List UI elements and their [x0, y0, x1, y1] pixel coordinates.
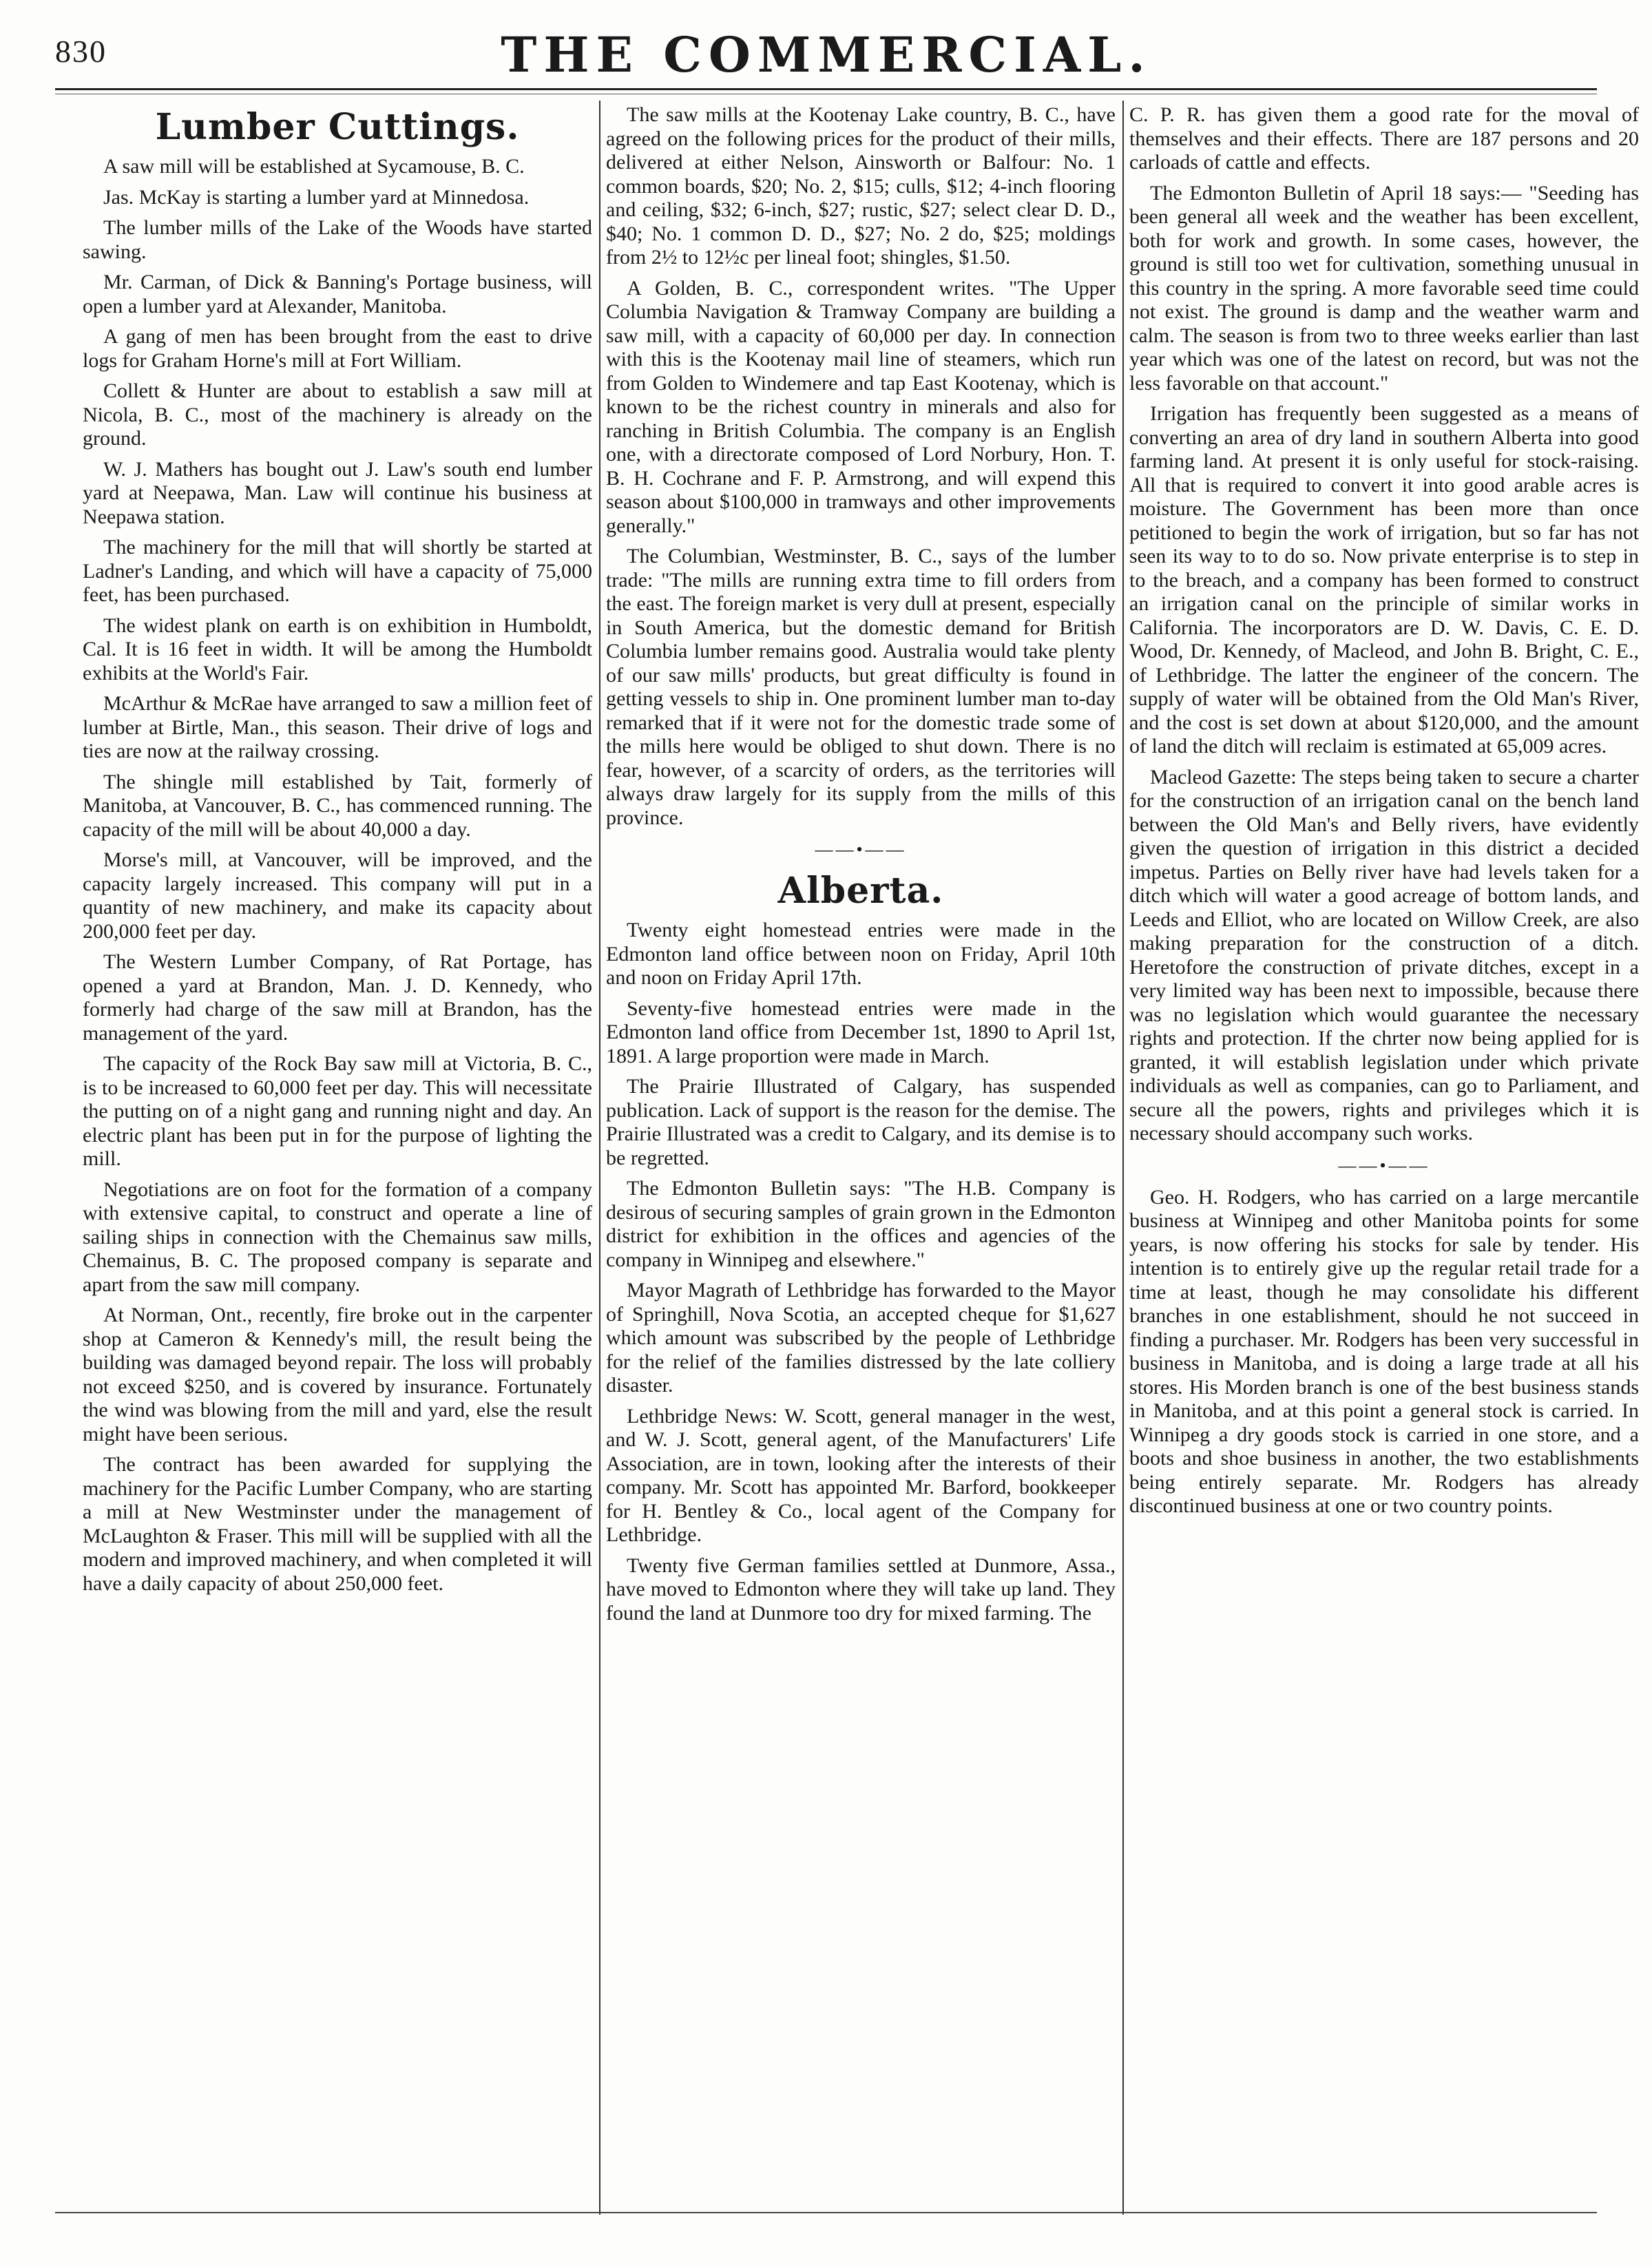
- section-ornament: ——•——: [815, 839, 907, 859]
- paragraph: The shingle mill established by Tait, formerly of Manitoba, at Vancouver, B. C., has commenced running. The capacity of the mill will be about 40,000 a day.: [83, 770, 592, 841]
- column-alberta-continued: [1129, 103, 1639, 2204]
- section-heading-lumber-cuttings: Lumber Cuttings.: [155, 106, 520, 148]
- paragraph: The widest plank on earth is on exhibition in Humboldt, Cal. It is 16 feet in width. It will be among the Humboldt exhibits at the World's Fair.: [83, 614, 592, 685]
- paragraph: The Columbian, Westminster, B. C., says of the lumber trade: "The mills are running extra time to fill orders from the east. The foreign market is very dull at present, especially in South America, but the domestic demand for British Columbia lumber remains good. Australia would take plenty of our saw mills' products, but great difficulty is found in getting vessels to ship in. One prominent lumber man to-day remarked that if it were not for the domestic trade some of the mills here would be obliged to shut down. There is no fear, however, of a scarcity of orders, as the territories will always draw largely for its supply from the mills of this province.: [606, 545, 1116, 829]
- header-rule: [55, 88, 1597, 90]
- column-divider: [599, 101, 600, 2215]
- paragraph: Mr. Carman, of Dick & Banning's Portage business, will open a lumber yard at Alexander, Manitoba.: [83, 271, 592, 317]
- paragraph: The capacity of the Rock Bay saw mill at Victoria, B. C., is to be increased to 60,000 feet per day. This will necessitate the putting on of a night gang and running night and day. An electric plant has been put in for the purpose of lighting the mill.: [83, 1052, 592, 1170]
- paragraph: Negotiations are on foot for the formation of a company with extensive capital, to construct and operate a line of sailing ships in connection with the Chemainus saw mills, Chemainus, B. C. The proposed company is separate and apart from the saw mill company.: [83, 1178, 592, 1296]
- paragraph: Irrigation has frequently been suggested as a means of converting an area of dry land in southern Alberta into good farming land. At present it is only useful for stock-raising. All that is required to convert it into good arable acres is moisture. The Government has been more than once petitioned to begin the work of irrigation, but so far has not seen its way to to do so. Now private enterprise is to step in to the breach, and a company has been formed to construct an irrigation canal on the principle of similar works in California. The incorporators are D. W. Davis, C. E. D. Wood, Dr. Kennedy, of Macleod, and John B. Bright, C. E., of Lethbridge. The latter the engineer of the concern. The supply of water will be obtained from the Old Man's River, and the cost is set down at about $120,000, and the amount of land the ditch will reclaim is estimated at 65,009 acres.: [1129, 402, 1639, 758]
- paragraph: Seventy-five homestead entries were made in the Edmonton land office from December 1st, 1890 to April 1st, 1891. A large proportion were made in March.: [606, 996, 1116, 1067]
- article-body: [1129, 103, 1639, 1146]
- article-body: [83, 155, 592, 1596]
- paragraph: Morse's mill, at Vancouver, will be improved, and the capacity largely increased. This company will put in a quantity of new machinery, and make its capacity about 200,000 feet per day.: [83, 848, 592, 943]
- page-number: 830: [55, 34, 107, 69]
- paragraph: The saw mills at the Kootenay Lake country, B. C., have agreed on the following prices for the product of their mills, delivered at either Nelson, Ainsworth or Balfour: No. 1 common boards, $20; No. 2, $15; culls, $12; 4-inch flooring and ceiling, $32; 6-inch, $27; rustic, $27; select clear D. D., $40; No. 1 common D. D., $27; No. 2 do, $25; moldings from 2½ to 12½c per lineal foot; shingles, $1.50.: [606, 103, 1116, 269]
- column-lumber-cuttings: [83, 103, 592, 2204]
- paragraph: Jas. McKay is starting a lumber yard at Minnedosa.: [103, 185, 530, 209]
- column-divider: [1122, 101, 1124, 2215]
- footer-rule: [55, 2212, 1597, 2213]
- paragraph: The Western Lumber Company, of Rat Portage, has opened a yard at Brandon, Man. J. D. Kennedy, who formerly had charge of the saw mill at Brandon, has the management of the yard.: [83, 950, 592, 1045]
- paragraph: Lethbridge News: W. Scott, general manager in the west, and W. J. Scott, general agent, of the Manufacturers' Life Association, are in town, looking after the interests of their company. Mr. Scott has appointed Mr. Barford, bookkeeper for H. Bentley & Co., local agent of the Company for Lethbridge.: [606, 1404, 1116, 1546]
- masthead-title: THE COMMERCIAL.: [501, 26, 1152, 83]
- paragraph: Twenty eight homestead entries were made in the Edmonton land office between noon on Friday, April 10th and noon on Friday April 17th.: [606, 919, 1116, 989]
- paragraph: A gang of men has been brought from the east to drive logs for Graham Horne's mill at Fort William.: [83, 325, 592, 372]
- paragraph: The contract has been awarded for supplying the machinery for the Pacific Lumber Company, who are starting a mill at New Westminster under the management of McLaughton & Fraser. This mill will be supplied with all the modern and improved machinery, and when completed it will have a daily capacity of about 250,000 feet.: [83, 1453, 592, 1595]
- paragraph: Collett & Hunter are about to establish a saw mill at Nicola, B. C., most of the machinery is already on the ground.: [83, 379, 592, 450]
- paragraph: McArthur & McRae have arranged to saw a million feet of lumber at Birtle, Man., this season. Their drive of logs and ties are now at the railway crossing.: [83, 692, 592, 762]
- article-body: [1129, 1186, 1639, 1518]
- paragraph: The Edmonton Bulletin says: "The H.B. Company is desirous of securing samples of grain grown in the Edmonton district for exhibition in the offices and agencies of the company in Winnipeg and elsewhere.": [606, 1177, 1116, 1271]
- paragraph: Mayor Magrath of Lethbridge has forwarded to the Mayor of Springhill, Nova Scotia, an accepted cheque for $1,627 which amount was subscribed by the people of Lethbridge for the relief of the families distressed by the late colliery disaster.: [606, 1279, 1116, 1397]
- paragraph: Twenty five German families settled at Dunmore, Assa., have moved to Edmonton where they will take up land. They found the land at Dunmore too dry for mixed farming. The: [606, 1554, 1116, 1624]
- paragraph: The Edmonton Bulletin of April 18 says:— "Seeding has been general all week and the weather has been excellent, both for work and growth. In some cases, however, the ground is still too wet for cultivation, something unusual in this country in the spring. A more favorable seed time could not exist. The ground is damp and the weather warm and calm. The season is from two to three weeks earlier than last year which was one of the latest on record, but was not the less favorable on that account.": [1129, 181, 1639, 395]
- article-body: [606, 919, 1116, 1625]
- paragraph: Geo. H. Rodgers, who has carried on a large mercantile business at Winnipeg and other Manitoba points for some years, is now offering his stocks for sale by tender. His intention is to entirely give up the regular retail trade for a time at least, though he may consolidate his different branches in one establishment, should he not succeed in finding a purchaser. Mr. Rodgers has been very successful in business in Manitoba, and is doing a large trade at all his stores. His Morden branch is one of the best business stands in Manitoba, and at this point a general stock is carried. In Winnipeg a dry goods stock is carried in one store, and a boots and shoe business in another, the two establishments being entirely separate. Mr. Rodgers has already discontinued business at one or two country points.: [1129, 1185, 1639, 1517]
- column-kootenay-alberta: [606, 103, 1116, 2204]
- paragraph: A Golden, B. C., correspondent writes. "The Upper Columbia Navigation & Tramway Company are building a saw mill, with a capacity of 60,000 per day. In connection with this is the Kootenay mail line of steamers, which run from Golden to Windemere and tap East Kootenay, which is known to be the richest country in minerals and also for ranching in British Columbia. The company is an English one, with a directorate composed of Lord Norbury, Hon. T. B. H. Cochrane and F. P. Armstrong, and will expend this season about $100,000 in tramways and other improvements generally.": [606, 276, 1116, 537]
- paragraph: The machinery for the mill that will shortly be started at Ladner's Landing, and which will have a capacity of 75,000 feet, has been purchased.: [83, 536, 592, 606]
- paragraph: W. J. Mathers has bought out J. Law's south end lumber yard at Neepawa, Man. Law will continue his business at Neepawa station.: [83, 457, 592, 528]
- paragraph: The Prairie Illustrated of Calgary, has suspended publication. Lack of support is the reason for the demise. The Prairie Illustrated was a credit to Calgary, and its demise is to be regretted.: [606, 1075, 1116, 1169]
- section-ornament: ——•——: [1338, 1155, 1430, 1176]
- paragraph: The lumber mills of the Lake of the Woods have started sawing.: [83, 216, 592, 263]
- article-body: [606, 103, 1116, 830]
- paragraph: A saw mill will be established at Sycamouse, B. C.: [103, 155, 525, 178]
- paragraph: C. P. R. has given them a good rate for the moval of themselves and their effects. There are 187 persons and 20 carloads of cattle and effects.: [1129, 103, 1639, 174]
- paragraph: At Norman, Ont., recently, fire broke out in the carpenter shop at Cameron & Kennedy's mill, the result being the building was damaged beyond repair. The loss will probably not exceed $250, and is covered by insurance. Fortunately the wind was blowing from the mill and yard, else the result might have been serious.: [83, 1304, 592, 1445]
- section-heading-alberta: Alberta.: [777, 870, 944, 912]
- paragraph: Macleod Gazette: The steps being taken to secure a charter for the construction of an irrigation canal on the bench land between the Old Man's and Belly rivers, have evidently given the question of irrigation in this district a decided impetus. Parties on Belly river have had levels taken for a ditch which will water a good acreage of bottom lands, and Leeds and Elliot, who are located on Willow Creek, are also making preparation for the construction of a ditch. Heretofore the construction of private ditches, except in a very limited way has been next to impossible, because there was no legislation which would guarantee the necessary rights and protection. If the chrter now being applied for is granted, it will establish legislation under which private individuals as well as companies, can go to Parliament, and secure all the powers, rights and privileges which it is necessary should accompany such works.: [1129, 765, 1639, 1145]
